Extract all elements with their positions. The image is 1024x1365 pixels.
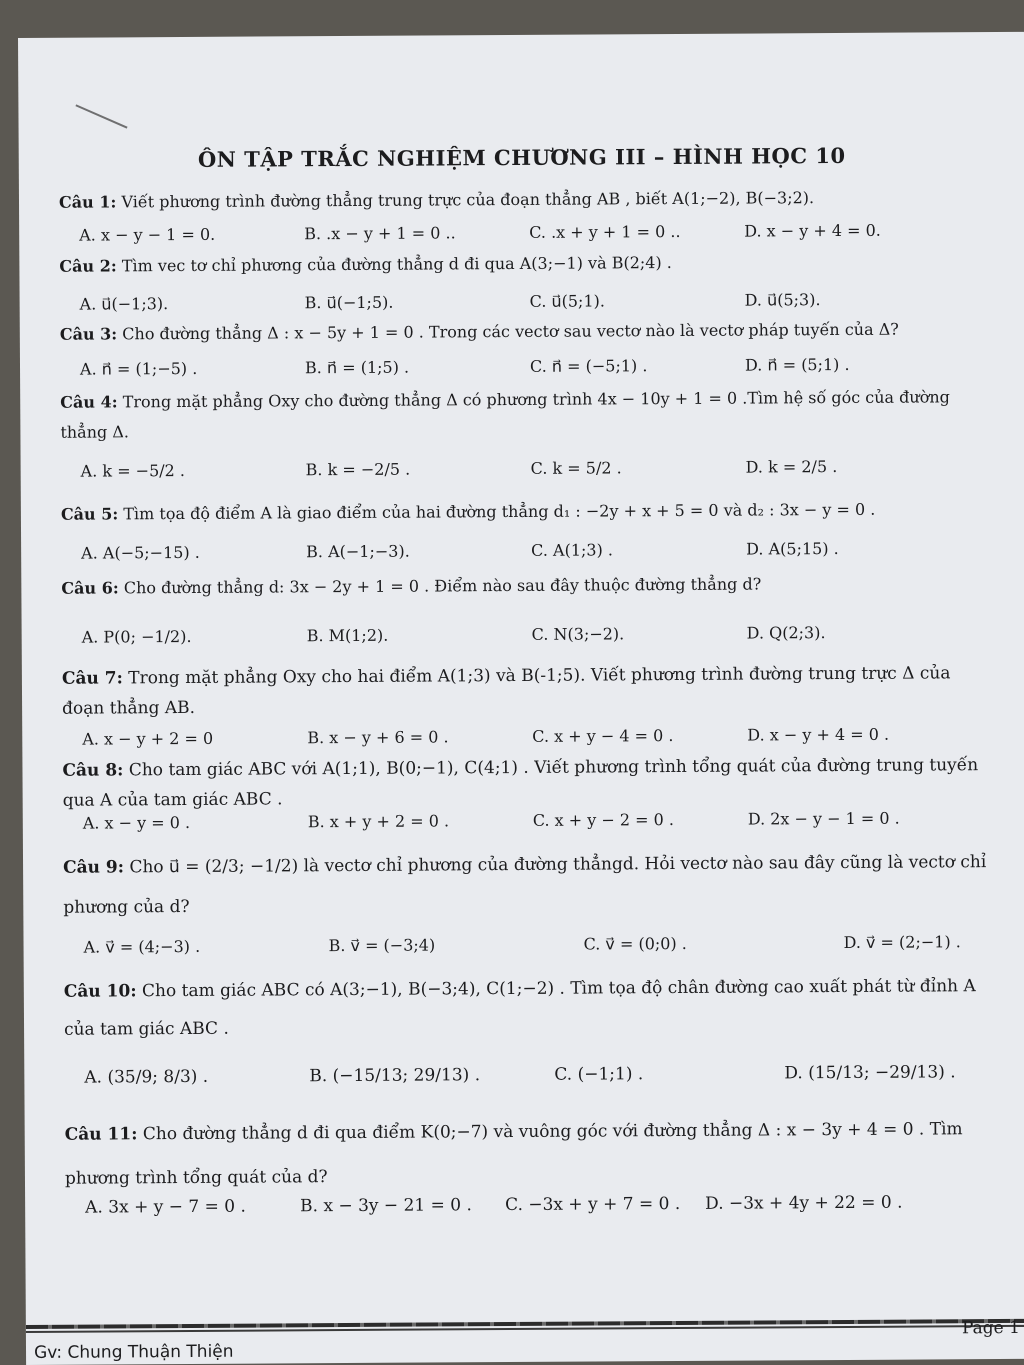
option-d: D. n⃗ = (5;1) . [744, 354, 850, 375]
question-label: Câu 10: [63, 981, 137, 1002]
question-text: Tìm vec tơ chỉ phương của đường thẳng d đi qua A(3;−1) và B(2;4) . [121, 253, 672, 276]
question-label: Câu 7: [61, 668, 123, 689]
question-text: Cho tam giác ABC với A(1;1), B(0;−1), C(4;1) . Viết phương trình tổng quát của đường trung tuyến qua A của tam giác ABC . [62, 755, 979, 811]
option-d: D. v⃗ = (2;−1) . [843, 932, 961, 952]
option-a: A. x − y − 1 = 0. [79, 224, 216, 245]
options-4 [81, 456, 981, 491]
question-2 [59, 246, 989, 282]
option-c: C. u⃗(5;1). [529, 291, 605, 311]
option-b: B. (−15/13; 29/13) . [309, 1065, 481, 1087]
option-c: C. A(1;3) . [531, 540, 614, 560]
question-label: Câu 6: [61, 578, 119, 598]
option-a: A. x − y + 2 = 0 [82, 728, 214, 749]
option-a: A. A(−5;−15) . [81, 542, 200, 563]
option-b: B. x − y + 6 = 0 . [307, 727, 449, 748]
option-c: C. v⃗ = (0;0) . [583, 933, 687, 954]
option-d: D. Q(2;3). [746, 623, 826, 643]
question-label: Câu 2: [59, 256, 117, 276]
question-text: Cho tam giác ABC có A(3;−1), B(−3;4), C(1;−2) . Tìm tọa độ chân đường cao xuất phát từ đỉnh A của tam giác ABC . [63, 976, 976, 1040]
option-c: C. −3x + y + 7 = 0 . [505, 1193, 681, 1216]
paper-tear-mark [75, 104, 127, 128]
option-d: D. −3x + 4y + 22 = 0 . [705, 1192, 903, 1214]
question-3 [60, 314, 990, 350]
question-text: Viết phương trình đường thẳng trung trực của đoạn thẳng AB , biết A(1;−2), B(−3;2). [121, 188, 815, 212]
page-number: Page 1 [961, 1317, 1020, 1339]
option-b: B. n⃗ = (1;5) . [304, 357, 410, 378]
options-11 [85, 1192, 985, 1227]
question-7 [62, 658, 992, 724]
question-5 [61, 494, 991, 530]
question-text: Trong mặt phẳng Oxy cho hai điểm A(1;3) và B(-1;5). Viết phương trình đường trung trực Δ của đoạn thẳng AB. [62, 663, 951, 719]
question-text: Cho đường thẳng d đi qua điểm K(0;−7) và vuông góc với đường thẳng Δ : x − 3y + 4 = 0 . Tìm phương trình tổng quát của d? [64, 1119, 963, 1189]
question-11 [65, 1107, 996, 1201]
option-d: D. x − y + 4 = 0. [744, 220, 881, 241]
exam-sheet [18, 32, 1024, 1365]
question-text: Cho đường thẳng Δ : x − 5y + 1 = 0 . Trong các vectơ sau vectơ nào là vectơ pháp tuyến của Δ? [122, 319, 899, 344]
question-label: Câu 5: [60, 504, 119, 524]
option-a: A. (35/9; 8/3) . [84, 1066, 209, 1088]
option-a: A. v⃗ = (4;−3) . [83, 936, 201, 957]
option-d: D. 2x − y − 1 = 0 . [747, 808, 900, 829]
question-text: Trong mặt phẳng Oxy cho đường thẳng Δ có phương trình 4x − 10y + 1 = 0 .Tìm hệ số góc của đường thẳng Δ. [60, 387, 950, 442]
options-8 [83, 808, 983, 843]
option-b: B. v⃗ = (−3;4) [328, 935, 436, 956]
question-6 [61, 568, 991, 604]
option-d: D. k = 2/5 . [745, 457, 838, 477]
question-text: Tìm tọa độ điểm A là giao điểm của hai đường thẳng d₁ : −2y + x + 5 = 0 và d₂ : 3x − y = 0 . [123, 499, 876, 524]
question-text: Cho u⃗ = (2/3; −1/2) là vectơ chỉ phương của đường thẳngd. Hỏi vectơ nào sau đây cũng là vectơ chỉ phương của d? [63, 852, 987, 918]
options-9 [83, 932, 983, 967]
option-d: D. u⃗(5;3). [744, 290, 821, 310]
option-c: C. (−1;1) . [554, 1064, 644, 1085]
option-c: C. n⃗ = (−5;1) . [529, 356, 648, 376]
question-label: Câu 9: [63, 857, 125, 878]
option-a: A. n⃗ = (1;−5) . [79, 358, 198, 379]
option-b: B. x + y + 2 = 0 . [307, 811, 450, 832]
question-8 [62, 750, 992, 816]
option-d: D. x − y + 4 = 0 . [747, 724, 890, 745]
option-a: A. 3x + y − 7 = 0 . [85, 1196, 246, 1218]
question-4 [60, 382, 990, 448]
question-label: Câu 4: [60, 392, 118, 412]
option-b: B. k = −2/5 . [305, 459, 411, 480]
option-a: A. u⃗(−1;3). [79, 294, 169, 314]
page-title: ÔN TẬP TRẮC NGHIỆM CHƯƠNG III – HÌNH HỌC 10 [197, 142, 846, 172]
option-b: B. M(1;2). [306, 625, 389, 646]
option-b: B. u⃗(−1;5). [304, 292, 394, 313]
teacher-name: Gv: Chung Thuận Thiện [33, 1341, 234, 1363]
options-10 [84, 1062, 984, 1097]
question-label: Câu 8: [62, 760, 124, 781]
option-c: C. x + y − 2 = 0 . [532, 810, 675, 830]
option-a: A. k = −5/2 . [80, 460, 186, 481]
options-6 [82, 622, 982, 657]
question-10 [64, 967, 994, 1049]
question-1 [59, 182, 989, 218]
option-a: A. P(0; −1/2). [81, 626, 192, 647]
option-d: D. A(5;15) . [746, 538, 839, 559]
question-label: Câu 1: [58, 192, 117, 212]
option-c: C. .x + y + 1 = 0 .. [529, 221, 681, 242]
option-c: C. k = 5/2 . [530, 458, 622, 478]
option-b: B. .x − y + 1 = 0 .. [304, 223, 456, 244]
question-label: Câu 3: [59, 324, 118, 344]
option-c: C. N(3;−2). [531, 624, 625, 644]
option-c: C. x + y − 4 = 0 . [532, 726, 674, 746]
option-a: A. x − y = 0 . [82, 812, 191, 833]
option-d: D. (15/13; −29/13) . [784, 1062, 956, 1084]
question-label: Câu 11: [64, 1124, 138, 1145]
question-9 [63, 842, 993, 928]
option-b: B. A(−1;−3). [306, 541, 410, 562]
question-text: Cho đường thẳng d: 3x − 2y + 1 = 0 . Điểm nào sau đây thuộc đường thẳng d? [123, 574, 762, 598]
option-b: B. x − 3y − 21 = 0 . [300, 1195, 472, 1217]
